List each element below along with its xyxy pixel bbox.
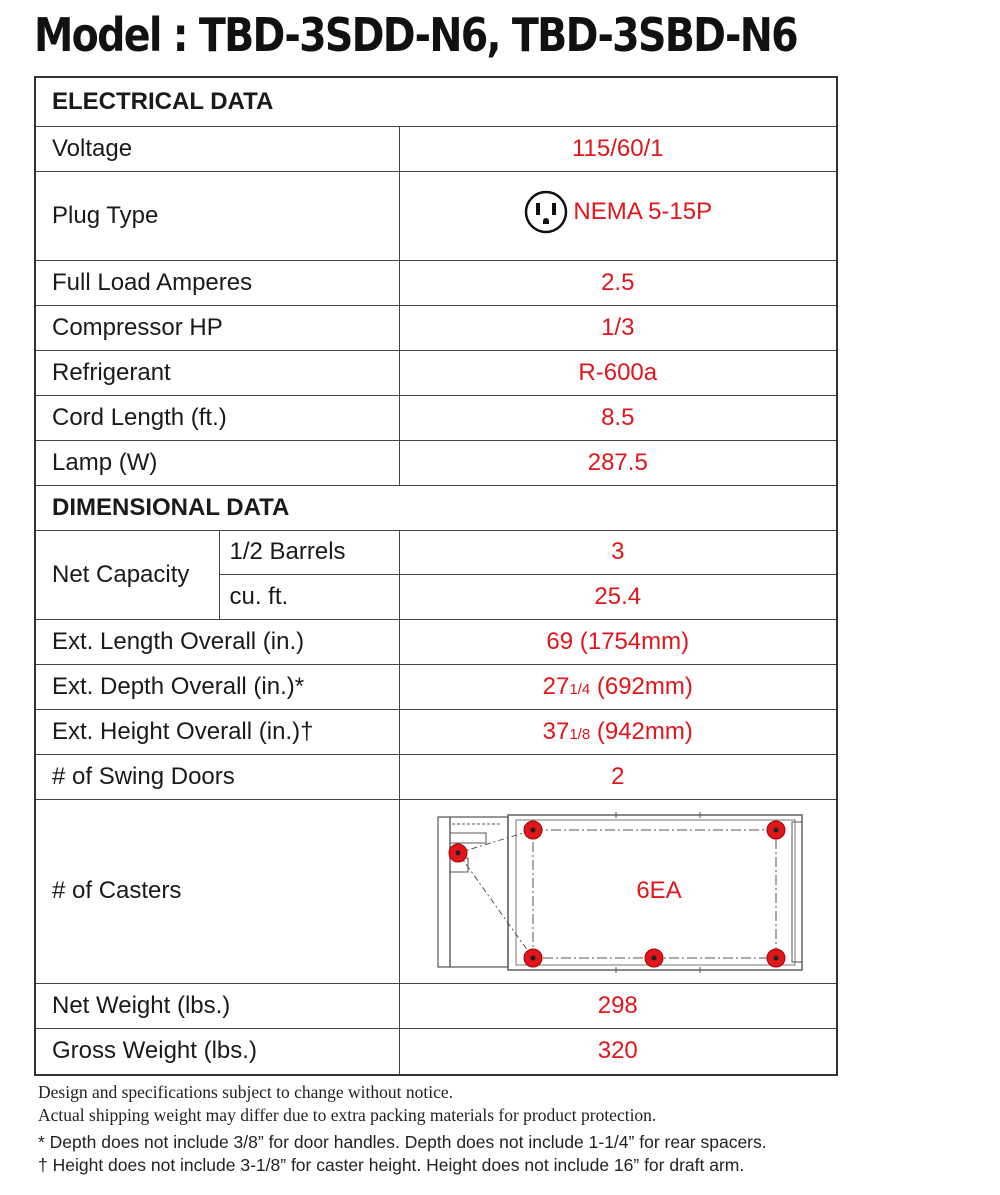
refrigerant-label: Refrigerant xyxy=(35,350,399,395)
table-row xyxy=(35,754,837,799)
table-row xyxy=(35,709,837,754)
table-row xyxy=(35,305,837,350)
voltage-label: Voltage xyxy=(35,126,399,171)
table-row xyxy=(35,126,837,171)
casters-diagram-cell xyxy=(399,799,837,983)
plug-type-value-cell xyxy=(399,171,837,260)
length-value: 69 (1754mm) xyxy=(399,619,837,664)
compressor-hp-label: Compressor HP xyxy=(35,305,399,350)
gross-weight-value: 320 xyxy=(399,1028,837,1075)
electrical-header: ELECTRICAL DATA xyxy=(35,77,837,126)
voltage-value: 115/60/1 xyxy=(399,126,837,171)
table-row xyxy=(35,530,837,574)
height-fraction: 1/8 xyxy=(569,725,591,743)
cu-ft-value: 25.4 xyxy=(399,574,837,619)
page-title: Model : TBD-3SDD-N6, TBD-3SBD-N6 xyxy=(34,8,797,62)
height-label: Ext. Height Overall (in.)† xyxy=(35,709,399,754)
table-row xyxy=(35,350,837,395)
note-depth: * Depth does not include 3/8” for door handles. Depth does not include 1-1/4” for rear spacers. xyxy=(38,1132,767,1152)
table-row xyxy=(35,440,837,485)
swing-doors-value: 2 xyxy=(399,754,837,799)
height-value xyxy=(399,709,837,754)
table-row xyxy=(35,395,837,440)
barrels-label: 1/2 Barrels xyxy=(219,530,399,574)
table-row xyxy=(35,664,837,709)
cord-length-label: Cord Length (ft.) xyxy=(35,395,399,440)
net-weight-label: Net Weight (lbs.) xyxy=(35,983,399,1028)
footnotes xyxy=(38,1081,988,1177)
spec-table xyxy=(34,76,838,1076)
plug-type-label: Plug Type xyxy=(35,171,399,260)
height-whole: 37 xyxy=(542,717,570,745)
note-height: † Height does not include 3-1/8” for caster height. Height does not include 16” for draft arm. xyxy=(38,1155,745,1175)
note-design: Design and specifications subject to change without notice. xyxy=(38,1082,454,1102)
gross-weight-label: Gross Weight (lbs.) xyxy=(35,1028,399,1075)
lamp-label: Lamp (W) xyxy=(35,440,399,485)
depth-value xyxy=(399,664,837,709)
casters-label: # of Casters xyxy=(35,799,399,983)
full-load-amperes-label: Full Load Amperes xyxy=(35,260,399,305)
nema-plug-icon xyxy=(523,189,569,235)
note-shipping: Actual shipping weight may differ due to extra packing materials for product protection. xyxy=(38,1105,657,1125)
net-weight-value: 298 xyxy=(399,983,837,1028)
lamp-value: 287.5 xyxy=(399,440,837,485)
compressor-hp-value: 1/3 xyxy=(399,305,837,350)
table-row xyxy=(35,260,837,305)
full-load-amperes-value: 2.5 xyxy=(399,260,837,305)
table-row xyxy=(35,171,837,260)
cord-length-value: 8.5 xyxy=(399,395,837,440)
net-capacity-label: Net Capacity xyxy=(35,530,219,619)
plug-type-value: NEMA 5-15P xyxy=(573,198,713,225)
dimensional-header: DIMENSIONAL DATA xyxy=(35,485,837,530)
height-metric: (942mm) xyxy=(590,717,693,745)
depth-fraction: 1/4 xyxy=(569,680,591,698)
depth-label: Ext. Depth Overall (in.)* xyxy=(35,664,399,709)
depth-metric: (692mm) xyxy=(590,672,693,700)
table-row xyxy=(35,799,837,983)
swing-doors-label: # of Swing Doors xyxy=(35,754,399,799)
barrels-value: 3 xyxy=(399,530,837,574)
refrigerant-value: R-600a xyxy=(399,350,837,395)
casters-value: 6EA xyxy=(635,876,682,904)
caster-layout-diagram xyxy=(400,800,836,982)
cu-ft-label: cu. ft. xyxy=(219,574,399,619)
length-label: Ext. Length Overall (in.) xyxy=(35,619,399,664)
depth-whole: 27 xyxy=(542,672,570,700)
table-row xyxy=(35,983,837,1028)
table-row xyxy=(35,619,837,664)
table-row xyxy=(35,1028,837,1075)
